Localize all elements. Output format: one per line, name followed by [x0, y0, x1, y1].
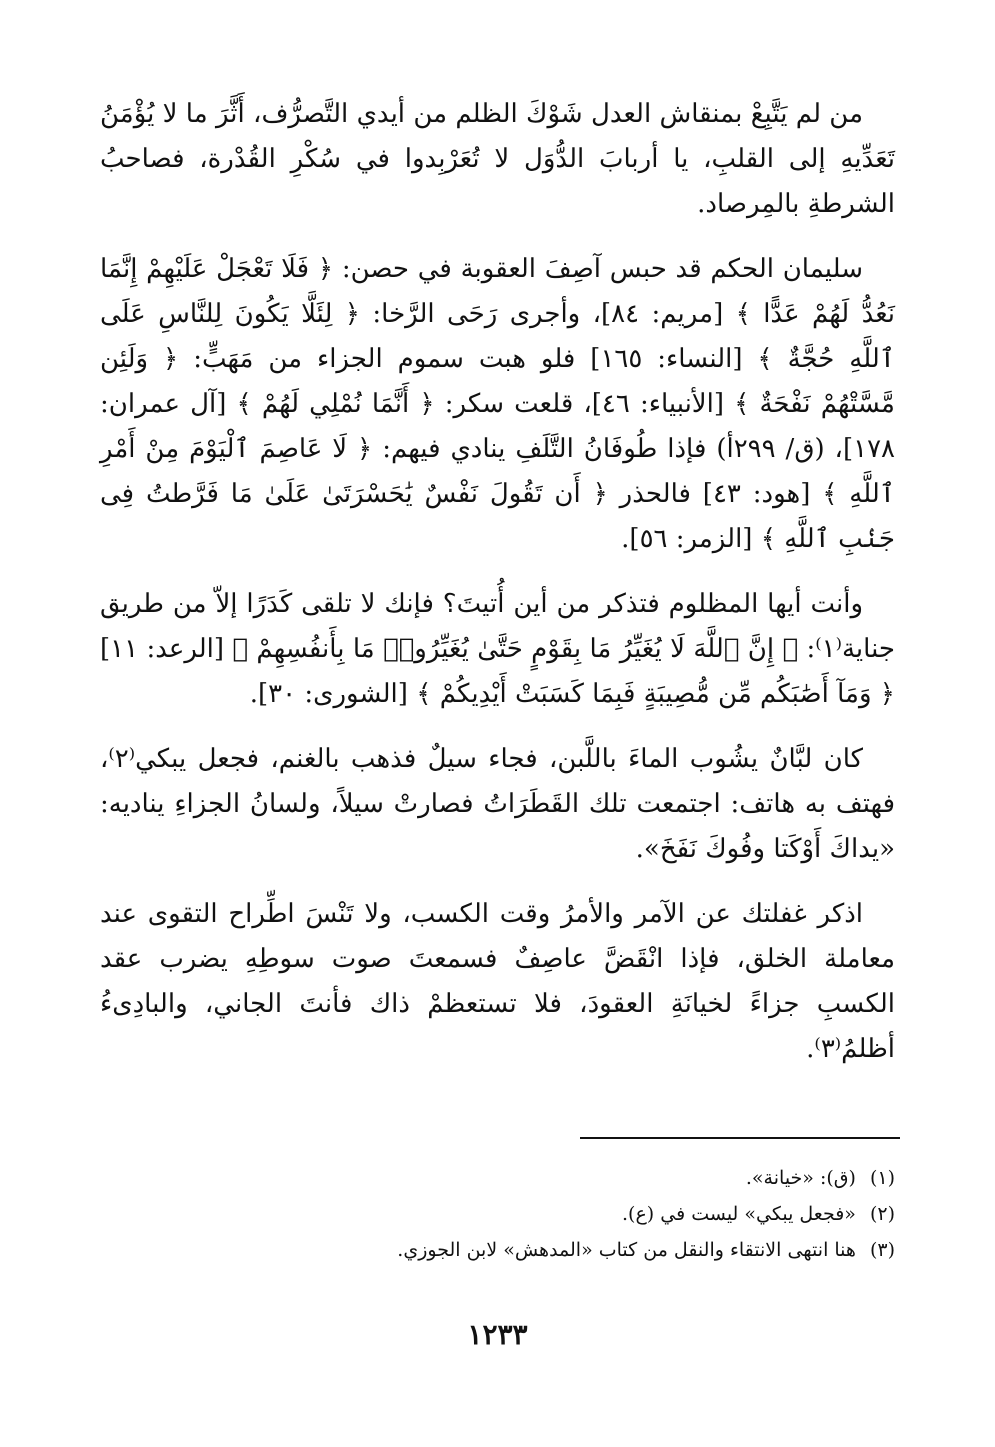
footnote-1: [100, 1160, 895, 1196]
footnote-text: «فجعل يبكي» ليست في (ع).: [622, 1203, 856, 1225]
footnote-2: [100, 1196, 895, 1232]
footnote-number: (٢): [869, 1203, 895, 1225]
footnote-3: [100, 1232, 895, 1268]
paragraph-5: اذكر غفلتك عن الآمر والأمرُ وقت الكسب، ولا تَنْسَ اطِّراح التقوى عند معاملة الخلق، فإذا انْقَضَّ عاصِفٌ فسمعتَ صوت سوطِهِ يضرب عقد الكسبِ جزاءً لخيانَةِ العقودَ، فلا تستعظمْ ذاك فأنتَ الجاني، والبادِىءُ أظلمُ⁽٣⁾.: [100, 899, 895, 1064]
footnote-text: هنا انتهى الانتقاء والنقل من كتاب «المدهش» لابن الجوزي.: [397, 1239, 856, 1261]
paragraph-3: وأنت أيها المظلوم فتذكر من أين أُتيتَ؟ فإنك لا تلقى كَدَرًا إلاّ من طريق جناية⁽١⁾: ﴿ إِنَّ ٱللَّهَ لَا يُغَيِّرُ مَا بِقَوْمٍ حَتَّىٰ يُغَيِّرُوا۟ مَا بِأَنفُسِهِمْ ﴾ [الرعد: ١١] ﴿ وَمَآ أَصَٰبَكُم مِّن مُّصِيبَةٍ فَبِمَا كَسَبَتْ أَيْدِيكُمْ ﴾ [الشورى: ٣٠].: [100, 589, 895, 709]
paragraph-1: من لم يَتَّبِعْ بمنقاش العدل شَوْكَ الظلم من أيدي التَّصرُّف، أَثَّرَ ما لا يُؤْمَنُ تَعَدِّيهِ إلى القلبِ، يا أربابَ الدُّوَل لا تُعَرْبِدوا في سُكْرِ القُدْرة، فصاحبُ الشرطةِ بالمِرصاد.: [100, 99, 895, 219]
page-number: ١٢٣٣: [467, 1318, 528, 1351]
paragraph-4: كان لبَّانٌ يشُوب الماءَ باللَّبن، فجاء سيلٌ فذهب بالغنم، فجعل يبكي⁽٢⁾، فهتف به هاتف: اجتمعت تلك القَطَرَاتُ فصارتْ سيلاً، ولسانُ الجزاءِ يناديه: «يداكَ أَوْكَتا وفُوكَ نَفَخَ».: [100, 744, 895, 864]
footnotes: [100, 1160, 895, 1268]
footnote-number: (٣): [869, 1239, 895, 1261]
main-text: [100, 92, 895, 1092]
footnote-text: (ق): «خيانة».: [745, 1167, 856, 1189]
paragraph-2: سليمان الحكم قد حبس آصِفَ العقوبة في حصن: ﴿ فَلَا تَعْجَلْ عَلَيْهِمْ إِنَّمَا نَعُدُّ لَهُمْ عَدًّا ﴾ [مريم: ٨٤]، وأجرى رَحَى الرَّخا: ﴿ لِئَلَّا يَكُونَ لِلنَّاسِ عَلَى ٱللَّهِ حُجَّةٌ ﴾ [النساء: ١٦٥] فلو هبت سموم الجزاء من مَهَبٍّ: ﴿ وَلَئِن مَّسَّتْهُمْ نَفْحَةٌ ﴾ [الأنبياء: ٤٦]، قلعت سكر: ﴿ أَنَّمَا نُمْلِي لَهُمْ ﴾ [آل عمران: ١٧٨]، (ق/ ٢٩٩أ) فإذا طُوفَانُ التَّلَفِ ينادي فيهم: ﴿ لَا عَاصِمَ ٱلْيَوْمَ مِنْ أَمْرِ ٱللَّهِ ﴾ [هود: ٤٣] فالحذر ﴿ أَن تَقُولَ نَفْسٌ يَٰحَسْرَتَىٰ عَلَىٰ مَا فَرَّطتُ فِى جَنۢبِ ٱللَّهِ ﴾ [الزمر: ٥٦].: [100, 254, 896, 554]
footnote-separator: [580, 1137, 900, 1139]
footnote-number: (١): [869, 1167, 895, 1189]
